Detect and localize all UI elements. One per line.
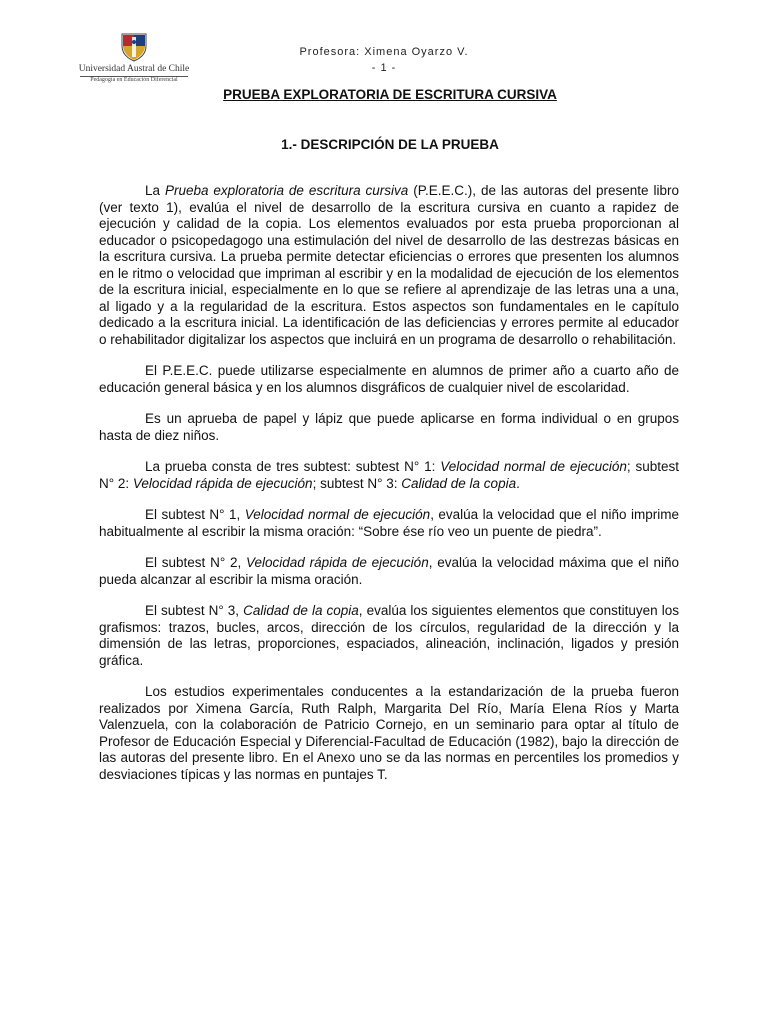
paragraph-1: La Prueba exploratoria de escritura cursiva (P.E.E.C.), de las autoras del presente libro (ver texto 1), evalúa el nivel de desarrollo de la escritura cursiva en cuanto a rapidez de ejecución y calidad de la copia. Los elementos evaluados por esta prueba proporcionan al educador o psicopedagogo una estimulación del nivel de desarrollo de las destrezas básicas en la escritura cursiva. La prueba permite detectar eficiencias o errores que presenten los alumnos en le ritmo o velocidad que impriman al escribir y en la modalidad de ejecución de los elementos de la escritura inicial, especialmente en lo que se refiere al aprendizaje de las letras una a una, al ligado y a la regularidad de la escritura. Estos aspectos son fundamentales en le capítulo dedicado a la escritura inicial. La identificación de las deficiencias y errores permite al educador o rehabilitador digitalizar los aspectos que incluirá en un programa de desarrollo o rehabilitación. bbox=[99, 183, 679, 347]
paragraph-4: La prueba consta de tres subtest: subtest N° 1: Velocidad normal de ejecución; subtest N° 2: Velocidad rápida de ejecución; subtest N° 3: Calidad de la copia. bbox=[99, 459, 679, 491]
paragraph-6: El subtest N° 2, Velocidad rápida de ejecución, evalúa la velocidad máxima que el niño pueda alcanzar al escribir la misma oración. bbox=[99, 555, 679, 587]
paragraph-7: El subtest N° 3, Calidad de la copia, evalúa los siguientes elementos que constituyen los grafismos: trazos, bucles, arcos, dirección de los círculos, regularidad de la dirección y la dimensión de las letras, proporciones, espaciados, alineación, inclinación, ligados y presión gráfica. bbox=[99, 603, 679, 668]
body-text bbox=[99, 183, 679, 798]
university-name: Universidad Austral de Chile bbox=[78, 64, 190, 74]
section-title: 1.- DESCRIPCIÓN DE LA PRUEBA bbox=[281, 137, 499, 152]
paragraph-8: Los estudios experimentales conducentes a la estandarización de la prueba fueron realizados por Ximena García, Ruth Ralph, Margarita Del Río, María Elena Ríos y Marta Valenzuela, con la colaboración de Patricio Cornejo, en un seminario para optar al título de Profesor de Educación Especial y Diferencial-Facultad de Educación (1982), bajo la dirección de las autoras del presente libro. En el Anexo uno se da las normas en percentiles los promedios y desviaciones típicas y las normas en puntajes T. bbox=[99, 684, 679, 782]
page-number: - 1 - bbox=[371, 62, 397, 74]
document-title: PRUEBA EXPLORATORIA DE ESCRITURA CURSIVA bbox=[223, 87, 557, 102]
professor-header: Profesora: Ximena Oyarzo V. bbox=[299, 46, 469, 58]
paragraph-3: Es un aprueba de papel y lápiz que puede aplicarse en forma individual o en grupos hasta de diez niños. bbox=[99, 411, 679, 443]
university-subtitle: Pedagogía en Educación Diferencial bbox=[90, 77, 178, 83]
paragraph-5: El subtest N° 1, Velocidad normal de ejecución, evalúa la velocidad que el niño imprime habitualmente al escribir la misma oración: “Sobre ése río veo un puente de piedra”. bbox=[99, 507, 679, 539]
university-logo bbox=[78, 32, 190, 86]
paragraph-2: El P.E.E.C. puede utilizarse especialmente en alumnos de primer año a cuarto año de educación general básica y en los alumnos disgráficos de cualquier nivel de escolaridad. bbox=[99, 363, 679, 395]
